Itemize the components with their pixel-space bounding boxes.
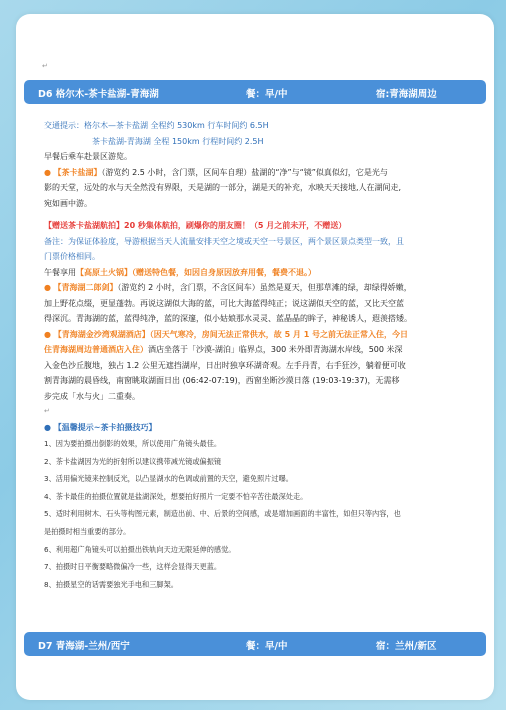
day-meals: 餐：早/中 [246, 89, 288, 100]
erlangjian-paragraph: ● 【青海湖二郎剑】（游览约 2 小时，含门票，不含区间车）虽然是夏天，但那草滩的绿，却绿得娇嫩， [44, 283, 412, 292]
day-accommodation: 宿:青海湖周边 [376, 89, 437, 100]
day-title: D6 格尔木-茶卡盐湖-青海湖 [38, 89, 159, 100]
breakfast-text: 早餐后乘车赴景区游览。 [44, 152, 132, 161]
list-item: 5、适时利用树木、石头等构图元素，制造出前、中、后景的空间感，或是增加画面的丰富性，如但只等内容，也 [44, 509, 401, 519]
day-meals: 餐：早/中 [246, 641, 288, 652]
transport-line-2: 茶卡盐湖-青海湖 全程 150km 行程时间约 2.5H [92, 136, 264, 146]
day-accommodation: 宿：兰州/新区 [376, 641, 437, 652]
lunch-line: 午餐享用【高原土火锅】（赠送特色餐，如因自身原因放弃用餐，餐费不退。） [44, 267, 316, 277]
chaka-paragraph: ● 【茶卡盐湖】（游览约 2.5 小时，含门票，区间车自理）盐湖的“净”与“镜”似真似幻，它是光与 [44, 167, 388, 177]
day6-content: 交通提示：格尔木—茶卡盐湖 全程约 530km 行车时间约 6.5H 茶卡盐湖-青海湖 全程 150km 行程时间约 2.5H 早餐后乘车赴景区游览。 ● 【茶卡盐湖】（游览约 2.5 小时，含门票，区间车自理）盐湖的“净”与“镜”似真似幻，它是光与 影的天堂，远处的水与天全然没有界限，天是湖的一部分，湖是天的补充，水映天天接地,人在湖间走, 宛如画中游。 【赠送茶卡盐湖航拍】20 秒集体航拍，刷爆你的朋友圈！（5 月之前未开，不赠送） 备注：为保证体验度，导游根据当天人流量安排天空之境或天空一号景区，两个景区景点类型一致，且 门票价格相同。 午餐享用【高原土火锅】（赠送特色餐，如因自身原因放弃用餐，餐费不退。） ● 【青海湖二郎剑】（游览约 2 小时，含门票，不含区间车）虽然是夏天，但那草滩的绿，却绿得娇嫩， 加上野花点缀，更显蓬勃。再说这湖似大海的蓝，可比大海蓝得纯正；说这湖似天空的蓝，又比天空蓝 得深沉。青海湖的蓝，蓝得纯净，蓝的深邃，似小姑娘那水灵灵、蓝晶晶的眸子，神秘诱人，遐羡搭矮。 ● 【青海湖金沙湾观湖酒店】（因天气寒冷，房间无法正常供水，故 5 月 1 号之前无法正常入住，今日 住青海湖周边普通酒店入住）酒店坐落于「沙漠-湖泊」临界点，300 米外即青海湖水岸线，500 米深 入金色沙丘腹地，独占 1.2 公里无遮挡湖岸，日出时独享环湖奇观。左手丹青，右手狂沙，躺着便可收 割青海湖的晨昏线，南窗眺取湖面日出 (06:42-07:19)，西窗坐断沙漠日落 (19:03-19:37)，无需移 步完成「水与火」二重奏。 ↵ ● 【温馨提示~茶卡拍摄技巧】 1、因为要拍摄出倒影的效果，所以使用广角镜头最佳。 2、茶卡盐湖因为光的折射所以建议携带减光镜或偏振镜 3、活用偏光镜来控制反光，以凸显湖水的色调或前置的天空，避免照片过曝。 4、茶卡最佳的拍摄位置就是盐湖深处，想要拍好照片一定要不怕辛苦往最深处走。 5、适时利用树木、石头等构图元素，制造出前、中、后景的空间感，或是增加画面的丰富性，如但只等内容，也 是拍摄时相当重要的部分。 6、利用超广角镜头可以拍摄出铁轨向天边无限延伸的感觉。 7、拍摄时日平衡要略微偏冷一些，这样会显得天更蓝。 8、拍摄星空的话需要独光手电和三脚架。 [44, 118, 480, 593]
tips-title: ● 【温馨提示~茶卡拍摄技巧】 [44, 422, 157, 432]
list-item: 4、茶卡最佳的拍摄位置就是盐湖深处，想要拍好照片一定要不怕辛苦往最深处走。 [44, 491, 308, 501]
itinerary-page [16, 14, 494, 700]
list-item: 7、拍摄时日平衡要略微偏冷一些，这样会显得天更蓝。 [44, 562, 222, 572]
list-item: 2、茶卡盐湖因为光的折射所以建议携带减光镜或偏振镜 [44, 456, 222, 466]
drone-gift: 【赠送茶卡盐湖航拍】20 秒集体航拍，刷爆你的朋友圈！（5 月之前未开，不赠送） [44, 221, 347, 230]
list-item: 是拍摄时相当重要的部分。 [44, 526, 131, 536]
transport-line-1: 交通提示：格尔木—茶卡盐湖 全程约 530km 行车时间约 6.5H [44, 121, 269, 130]
paragraph-mark: ↵ [42, 62, 48, 70]
hotel-paragraph: ● 【青海湖金沙湾观湖酒店】（因天气寒冷，房间无法正常供水，故 5 月 1 号之前无法正常入住，今日 [44, 329, 409, 339]
list-item: 1、因为要拍摄出倒影的效果，所以使用广角镜头最佳。 [44, 439, 222, 448]
day-header-d6 [24, 80, 486, 104]
list-item: 3、活用偏光镜来控制反光，以凸显湖水的色调或前置的天空，避免照片过曝。 [44, 474, 293, 484]
drone-note: 备注：为保证体验度，导游根据当天人流量安排天空之境或天空一号景区，两个景区景点类型一致，且 [44, 236, 404, 246]
list-item: 8、拍摄星空的话需要独光手电和三脚架。 [44, 579, 178, 589]
tips-list [44, 435, 480, 593]
day-title: D7 青海湖-兰州/西宁 [38, 641, 130, 652]
day-header-d7 [24, 632, 486, 656]
list-item: 6、利用超广角镜头可以拍摄出铁轨向天边无限延伸的感觉。 [44, 544, 236, 554]
